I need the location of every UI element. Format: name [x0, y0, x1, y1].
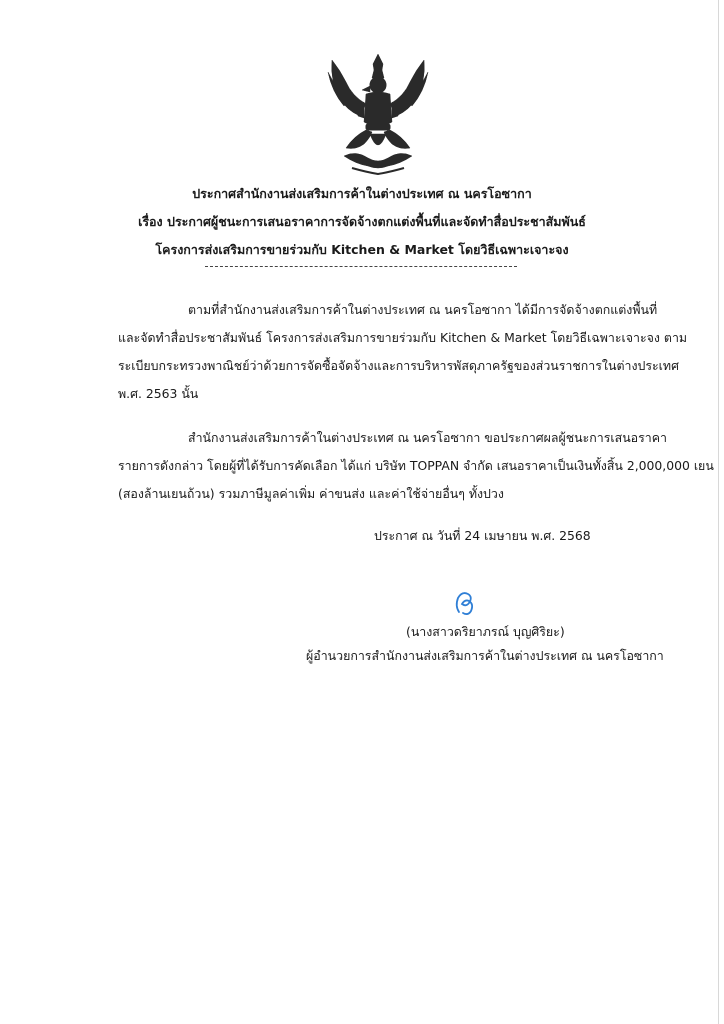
- paragraph-1-line: พ.ศ. 2563 นั้น: [118, 386, 199, 401]
- paragraph-1-line: ระเบียบกระทรวงพาณิชย์ว่าด้วยการจัดซื้อจัดจ้างและการบริหารพัสดุภาครัฐของส่วนราชการในต่างประเทศ: [118, 358, 679, 373]
- signatory-name: (นางสาวดริยาภรณ์ บุญศิริยะ): [406, 624, 565, 639]
- paragraph-2-line: สำนักงานส่งเสริมการค้าในต่างประเทศ ณ นครโอซากา ขอประกาศผลผู้ชนะการเสนอราคา: [188, 430, 667, 445]
- announcement-date: ประกาศ ณ วันที่ 24 เมษายน พ.ศ. 2568: [374, 528, 591, 543]
- paragraph-1-line: และจัดทำสื่อประชาสัมพันธ์ โครงการส่งเสริมการขายร่วมกับ Kitchen & Market โดยวิธีเฉพาะเจาะจง ตาม: [118, 330, 688, 345]
- divider-line: [205, 266, 517, 267]
- paragraph-2-line: (สองล้านเยนถ้วน) รวมภาษีมูลค่าเพิ่ม ค่าขนส่ง และค่าใช้จ่ายอื่นๆ ทั้งปวง: [118, 486, 504, 501]
- announcement-project: โครงการส่งเสริมการขายร่วมกับ Kitchen & Market โดยวิธีเฉพาะเจาะจง: [155, 242, 569, 257]
- signatory-position: ผู้อำนวยการสำนักงานส่งเสริมการค้าในต่างประเทศ ณ นครโอซากา: [306, 648, 664, 663]
- announcement-subject: เรื่อง ประกาศผู้ชนะการเสนอราคาการจัดจ้างตกแต่งพื้นที่และจัดทำสื่อประชาสัมพันธ์: [138, 214, 586, 229]
- garuda-emblem-icon: [326, 52, 430, 178]
- paragraph-1-line: ตามที่สำนักงานส่งเสริมการค้าในต่างประเทศ ณ นครโอซากา ได้มีการจัดจ้างตกแต่งพื้นที่: [188, 302, 658, 317]
- signature-icon: [452, 588, 478, 618]
- paragraph-2-line: รายการดังกล่าว โดยผู้ที่ได้รับการคัดเลือก ได้แก่ บริษัท TOPPAN จำกัด เสนอราคาเป็นเงินทั้งสิ้น 2,000,000 เยน: [118, 458, 714, 473]
- announcement-title: ประกาศสำนักงานส่งเสริมการค้าในต่างประเทศ ณ นครโอซากา: [192, 186, 532, 201]
- page-edge: [718, 0, 719, 1024]
